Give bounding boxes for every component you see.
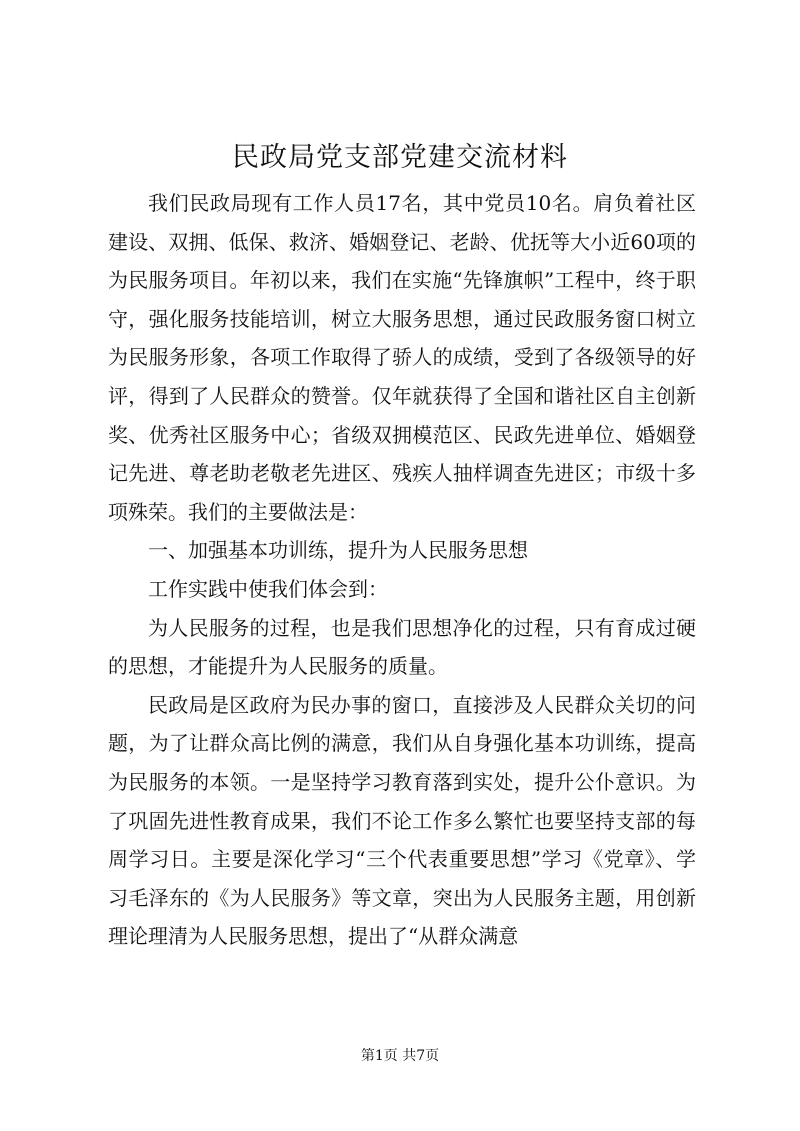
paragraph-window-service: 民政局是区政府为民办事的窗口，直接涉及人民群众关切的问题，为了让群众高比例的满意，我们从自身强化基本功训练，提高为民服务的本领。一是坚持学习教育落到实处，提升公仆意识。为了巩固先进性教育成果，我们不论工作多么繁忙也要坚持支部的每周学习日。主要是深化学习“三个代表重要思想”学习《党章》、学习毛泽东的《为人民服务》等文章，突出为人民服务主题，用创新理论理清为人民服务思想，提出了“从群众满意: [108, 692, 696, 949]
document-title: 民政局党支部党建交流材料: [232, 142, 568, 173]
paragraph-intro: 我们民政局现有工作人员17名，其中党员10名。肩负着社区建设、双拥、低保、救济、婚姻登记、老龄、优抚等大小近60项的为民服务项目。年初以来，我们在实施“先锋旗帜”工程中，终于职守，强化服务技能培训，树立大服务思想，通过民政服务窗口树立为民服务形象，各项工作取得了骄人的成绩，受到了各级领导的好评，得到了人民群众的赞誉。仅年就获得了全国和谐社区自主创新奖、优秀社区服务中心；省级双拥模范区、民政先进单位、婚姻登记先进、尊老助老敬老先进区、残疾人抽样调查先进区；市级十多项殊荣。我们的主要做法是：: [108, 191, 696, 524]
paragraph-section-heading: 一、加强基本功训练，提升为人民服务思想: [148, 538, 528, 563]
page-indicator: 第1页 共7页: [360, 1048, 440, 1064]
paragraph-experience: 工作实践中使我们体会到：: [148, 576, 388, 601]
paragraph-service-process: 为人民服务的过程，也是我们思想净化的过程，只有育成过硬的思想，才能提升为人民服务的质量。: [108, 615, 696, 679]
document-body: [108, 184, 696, 956]
